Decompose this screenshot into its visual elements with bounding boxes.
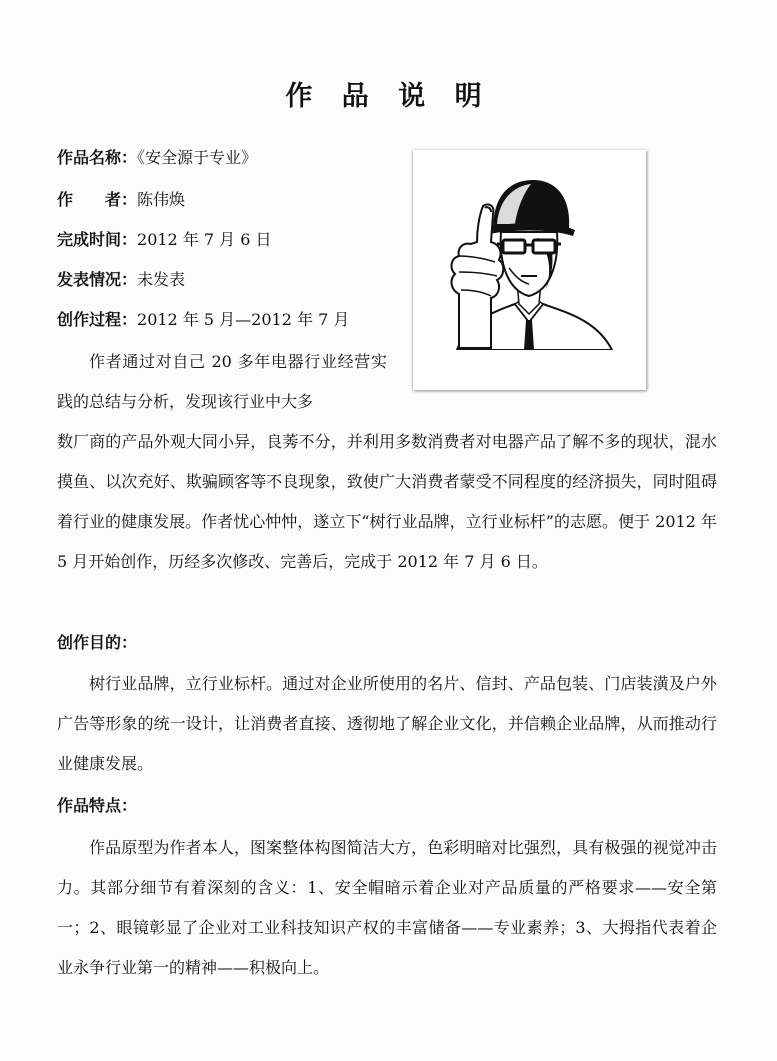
meta-label: 完成时间： (57, 230, 138, 249)
meta-work-name (57, 147, 257, 169)
meta-label: 创作过程： (57, 310, 138, 329)
meta-value: 未发表 (137, 270, 186, 289)
meta-author (57, 189, 185, 211)
meta-label: 发表情况： (57, 270, 138, 289)
purpose-heading: 创作目的： (57, 633, 138, 652)
purpose-paragraph: 树行业品牌，立行业标杆。通过对企业所使用的名片、信封、产品包装、门店装潢及户外广告等形象的统一设计，让消费者直接、透彻地了解企业文化，并信赖企业品牌，从而推动行业健康发展。 (57, 674, 717, 773)
features-heading: 作品特点： (57, 796, 138, 815)
worker-thumbs-up-illustration (437, 172, 622, 350)
process-paragraph-start: 作者通过对自己 20 多年电器行业经营实践的总结与分析，发现该行业中大多 (57, 352, 387, 411)
meta-value: 2012 年 5 月—2012 年 7 月 (137, 310, 350, 329)
meta-value: 2012 年 7 月 6 日 (137, 230, 272, 249)
page-title: 作 品 说 明 (285, 81, 492, 112)
meta-value: 陈伟焕 (137, 190, 186, 209)
meta-creation-process (57, 309, 349, 331)
meta-value: 《安全源于专业》 (137, 148, 258, 167)
meta-label: 作 者： (57, 190, 138, 209)
meta-label: 作品名称： (57, 148, 138, 167)
features-paragraph: 作品原型为作者本人，图案整体构图简洁大方，色彩明暗对比强烈，具有极强的视觉冲击力。其部分细节有着深刻的含义：1、安全帽暗示着企业对产品质量的严格要求——安全第一；2、眼镜彰显了企业对工业科技知识产权的丰富储备——专业素养；3、大拇指代表着企业永争行业第一的精神——积极向上。 (57, 838, 717, 977)
artwork-photo (413, 150, 646, 390)
meta-publication-status (57, 269, 185, 291)
meta-completion-date (57, 229, 272, 251)
process-paragraph-continued: 数厂商的产品外观大同小异，良莠不分，并利用多数消费者对电器产品了解不多的现状，混水摸鱼、以次充好、欺骗顾客等不良现象，致使广大消费者蒙受不同程度的经济损失，同时阻碍着行业的健康发展。作者忧心忡忡，遂立下“树行业品牌，立行业标杆”的志愿。便于 2012 年 5 月开始创作，历经多次修改、完善后，完成于 2012 年 7 月 6 日。 (57, 432, 717, 571)
